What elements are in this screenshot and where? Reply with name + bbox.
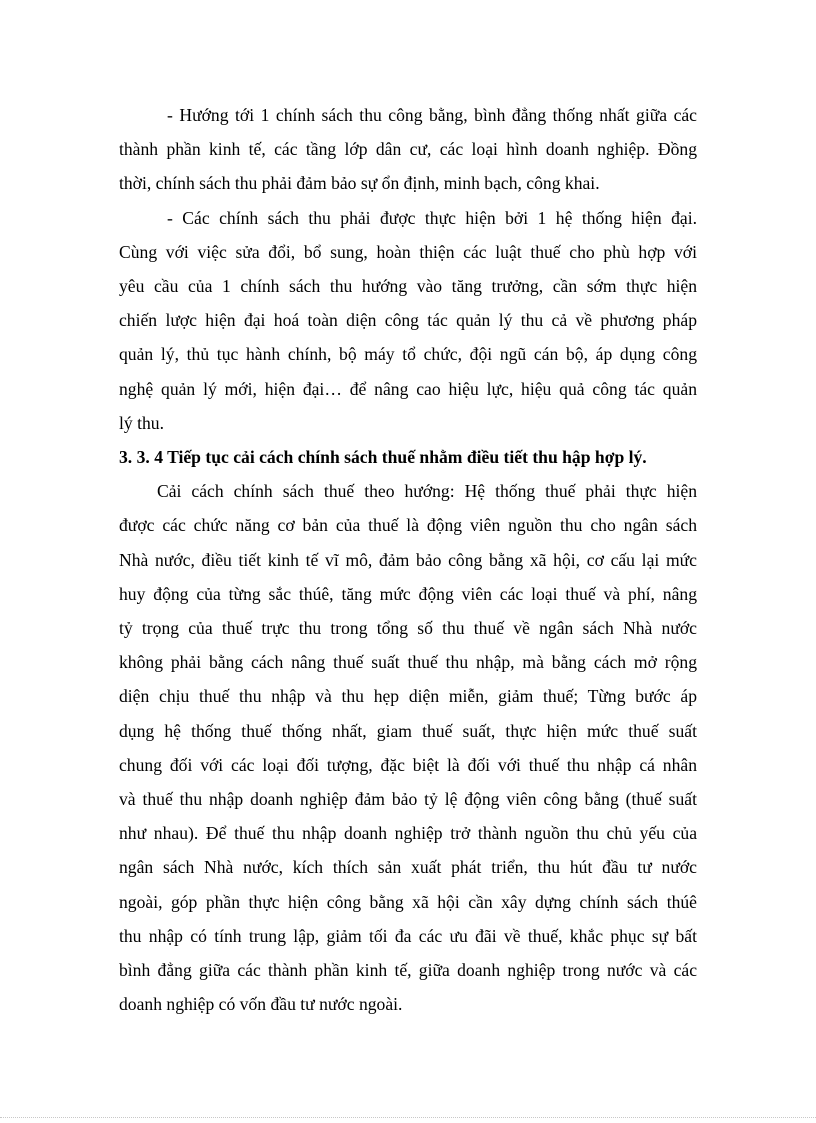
text-line: ngoài, góp phần thực hiện công bằng xã hội cần xây dựng chính sách thúê — [119, 891, 697, 912]
text-line: yêu cầu của 1 chính sách thu hướng vào tăng trưởng, cần sớm thực hiện — [119, 276, 697, 297]
text-line: lý thu. — [119, 412, 164, 433]
text-line: thu nhập có tính trung lập, giảm tối đa các ưu đãi về thuế, khắc phục sự bất — [119, 925, 697, 946]
text-line: doanh nghiệp có vốn đầu tư nước ngoài. — [119, 994, 403, 1015]
text-line: tỷ trọng của thuế trực thu trong tổng số thu thuế về ngân sách Nhà nước — [119, 618, 697, 639]
text-line: ngân sách Nhà nước, kích thích sản xuất phát triển, thu hút đầu tư nước — [119, 857, 697, 878]
text-line: huy động của từng sắc thúê, tăng mức động viên các loại thuế và phí, nâng — [119, 583, 697, 604]
section-heading: 3. 3. 4 Tiếp tục cải cách chính sách thuế nhằm điều tiết thu hập hợp lý. — [119, 447, 647, 468]
text-line: - Hướng tới 1 chính sách thu công bằng, bình đẳng thống nhất giữa các — [167, 105, 697, 125]
text-line: bình đẳng giữa các thành phần kinh tế, giữa doanh nghiệp trong nước và các — [119, 960, 697, 981]
paragraph-modern-system — [119, 201, 697, 440]
text-line: chiến lược hiện đại hoá toàn diện công tác quản lý thu cả về phương pháp — [119, 310, 697, 331]
text-line: chung đối với các loại đối tượng, đặc biệt là đối với thuế thu nhập cá nhân — [119, 754, 697, 775]
text-line: thời, chính sách thu phải đảm bảo sự ổn định, minh bạch, công khai. — [119, 173, 600, 194]
text-line: Cùng với việc sửa đổi, bổ sung, hoàn thiện các luật thuế cho phù hợp với — [119, 241, 697, 262]
text-line: và thuế thu nhập doanh nghiệp đảm bảo tỷ lệ động viên công bằng (thuế suất — [119, 789, 697, 810]
page-bottom-divider — [0, 1117, 816, 1118]
text-line: thành phần kinh tế, các tầng lớp dân cư, các loại hình doanh nghiệp. Đồng — [119, 139, 697, 160]
paragraph-equal-revenue-policy — [119, 98, 697, 201]
text-line: nghệ quản lý mới, hiện đại… để nâng cao hiệu lực, hiệu quả công tác quản — [119, 378, 697, 399]
paragraph-tax-reform — [119, 474, 697, 1021]
text-line: không phải bằng cách nâng thuế suất thuế thu nhập, mà bằng cách mở rộng — [119, 652, 697, 673]
text-line: dụng hệ thống thuế thống nhất, giam thuế suất, thực hiện mức thuế suất — [119, 720, 697, 741]
text-line: quản lý, thủ tục hành chính, bộ máy tổ chức, đội ngũ cán bộ, áp dụng công — [119, 344, 697, 365]
text-line: Nhà nước, điều tiết kinh tế vĩ mô, đảm bảo công bằng xã hội, cơ cấu lại mức — [119, 549, 697, 570]
text-line: - Các chính sách thu phải được thực hiện bởi 1 hệ thống hiện đại. — [167, 207, 697, 228]
document-content — [119, 98, 697, 1021]
text-line: diện chịu thuế thu nhập và thu hẹp diện miễn, giảm thuế; Từng bước áp — [119, 686, 697, 707]
text-line: Cải cách chính sách thuế theo hướng: Hệ thống thuế phải thực hiện — [157, 481, 697, 502]
text-line: như nhau). Để thuế thu nhập doanh nghiệp trở thành nguồn thu chủ yếu của — [119, 823, 697, 844]
text-line: được các chức năng cơ bản của thuế là động viên nguồn thu cho ngân sách — [119, 515, 697, 536]
